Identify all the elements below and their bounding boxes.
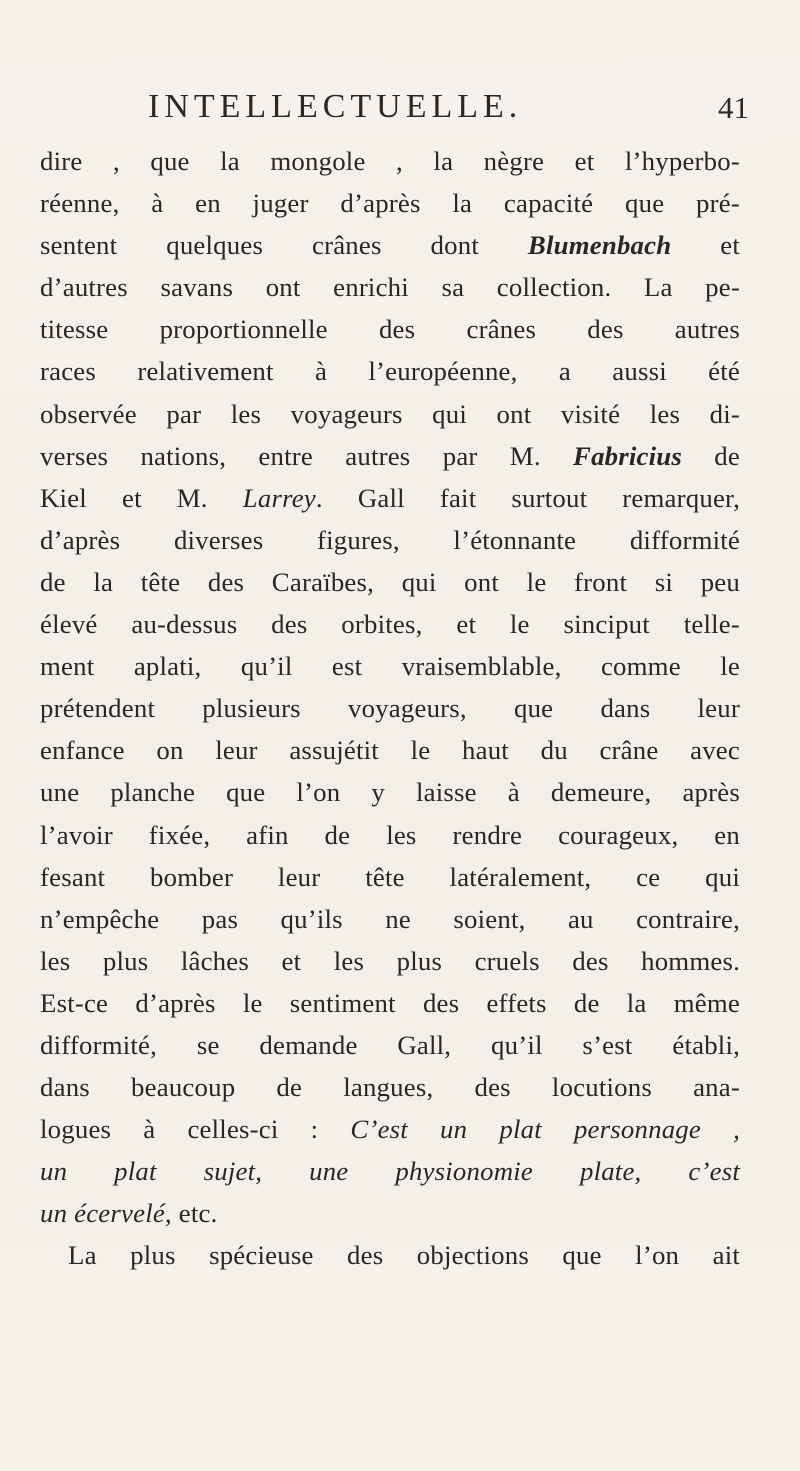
text-line: une planche que l’on y laisse à demeure, après <box>40 777 740 808</box>
text-line: difformité, se demande Gall, qu’il s’est établi, <box>40 1029 740 1060</box>
text-line: de la tête des Caraïbes, qui ont le front si peu <box>40 566 740 597</box>
text-line: Est-ce d’après le sentiment des effets de la même <box>40 987 740 1018</box>
text-line: logues à celles-ci : C’est un plat personnage , <box>40 1114 740 1145</box>
text-line: enfance on leur assujétit le haut du crâne avec <box>40 735 740 766</box>
text-line: dans beaucoup de langues, des locutions ana- <box>40 1072 740 1103</box>
running-title: INTELLECTUELLE. <box>148 88 523 125</box>
author-name-fabricius: Fabricius <box>573 440 683 471</box>
author-name-blumenbach: Blumenbach <box>527 230 672 261</box>
text-line: d’après diverses figures, l’étonnante difformité <box>40 524 740 555</box>
text-line: titesse proportionnelle des crânes des autres <box>40 314 740 345</box>
text-line: sentent quelques crânes dont Blumenbach et <box>40 230 741 261</box>
text-line: d’autres savans ont enrichi sa collection. La pe- <box>40 272 740 303</box>
text-line: Kiel et M. Larrey. Gall fait surtout remarquer, <box>40 482 740 513</box>
text-line: fesant bomber leur tête latéralement, ce qui <box>40 861 740 892</box>
author-name-larrey: Larrey <box>242 482 316 513</box>
text-line: races relativement à l’européenne, a aussi été <box>40 356 740 387</box>
quoted-locution: C’est un plat personnage , <box>350 1114 740 1145</box>
text-line: l’avoir fixée, afin de les rendre courageux, en <box>40 819 740 850</box>
text-line: réenne, à en juger d’après la capacité que pré- <box>40 188 740 219</box>
text-line: dire , que la mongole , la nègre et l’hyperbo- <box>40 146 740 176</box>
text-line <box>40 1150 740 1192</box>
quoted-locution: un plat sujet, une physionomie plate, c’est <box>40 1156 740 1187</box>
text-line: ment aplati, qu’il est vraisemblable, comme le <box>40 651 740 682</box>
text-line: un écervelé, etc. <box>40 1198 218 1229</box>
text-line: n’empêche pas qu’ils ne soient, au contraire, <box>40 903 740 934</box>
page-number: 41 <box>718 90 749 125</box>
quoted-locution: un écervelé, <box>40 1198 172 1229</box>
text-line: élevé au-dessus des orbites, et le sinciput telle- <box>40 609 740 640</box>
text-line: observée par les voyageurs qui ont visité les di- <box>40 398 740 429</box>
text-line: verses nations, entre autres par M. Fabricius de <box>40 440 740 471</box>
text-line: prétendent plusieurs voyageurs, que dans leur <box>40 693 740 724</box>
body-text <box>40 140 740 1277</box>
page-header <box>148 88 788 128</box>
text-line: les plus lâches et les plus cruels des hommes. <box>40 945 740 976</box>
text-line-paragraph-start: La plus spécieuse des objections que l’on ait <box>68 1240 740 1271</box>
